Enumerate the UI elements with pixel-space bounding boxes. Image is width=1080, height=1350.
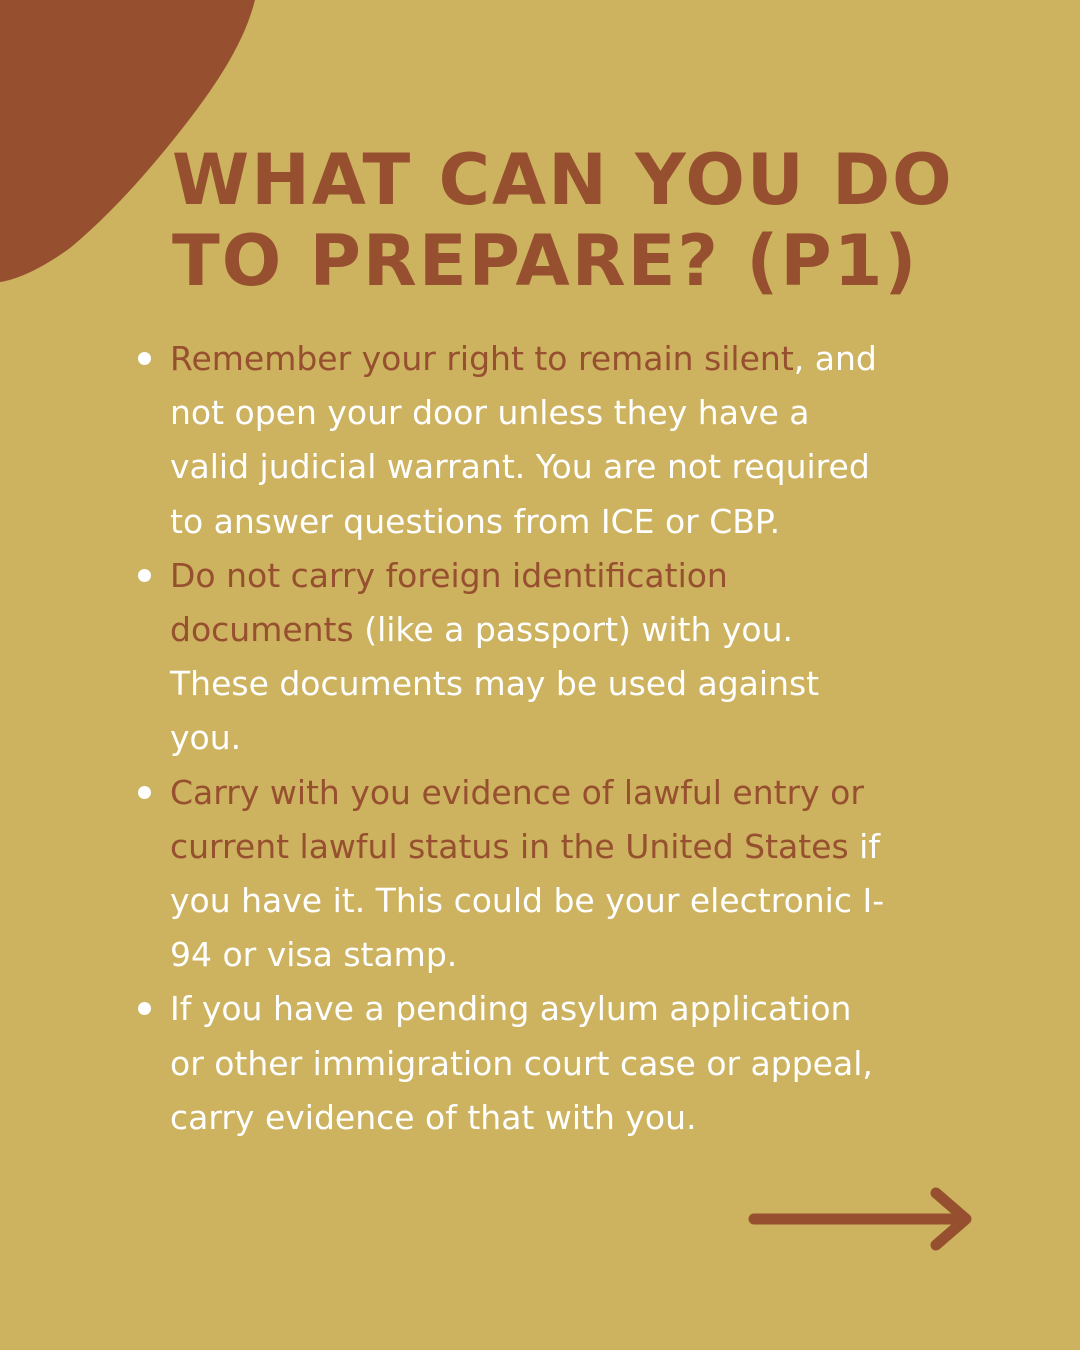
arrow-right-icon[interactable] (746, 1186, 976, 1254)
highlight-text: Carry with you evidence of lawful entry or (170, 772, 864, 812)
list-item-pending-case (170, 982, 970, 1145)
highlight-text: current lawful status in the United States (170, 826, 849, 866)
bullet-line: or other immigration court case or appeal, (170, 1043, 873, 1083)
bullet-line: not open your door unless they have a (170, 393, 810, 433)
bullet-text: if (848, 826, 880, 866)
tips-list (170, 332, 970, 1145)
page-title (172, 140, 1052, 302)
list-item-lawful-status-evidence (170, 766, 970, 983)
bullet-line: These documents may be used against (170, 664, 820, 704)
bullet-line: you have it. This could be your electronic I- (170, 881, 885, 921)
bullet-text: , and (793, 339, 877, 378)
bullet-text: (like a passport) with you. (353, 610, 794, 650)
bullet-line: If you have a pending asylum application (170, 989, 852, 1029)
highlight-text: Do not carry foreign identification (170, 555, 728, 595)
bullet-line (170, 332, 970, 386)
bullet-line: 94 or visa stamp. (170, 935, 458, 975)
bullet-dot (138, 352, 151, 365)
bullet-line (170, 820, 970, 874)
bullet-line: valid judicial warrant. You are not required (170, 447, 870, 487)
bullet-line: carry evidence of that with you. (170, 1097, 697, 1137)
highlight-text: documents (170, 610, 354, 650)
bullet-dot (138, 786, 151, 799)
bullet-line: to answer questions from ICE or CBP. (170, 501, 781, 541)
title-line-2: TO PREPARE? (P1) (172, 220, 919, 302)
list-item-foreign-documents (170, 549, 970, 766)
bullet-line (170, 603, 970, 657)
bullet-dot (138, 1002, 151, 1015)
bullet-line: you. (170, 718, 242, 758)
highlight-text: Remember your right to remain silent (170, 339, 794, 378)
list-item-right-to-silence (170, 332, 970, 549)
title-line-1: WHAT CAN YOU DO (172, 139, 954, 221)
bullet-dot (138, 569, 151, 582)
